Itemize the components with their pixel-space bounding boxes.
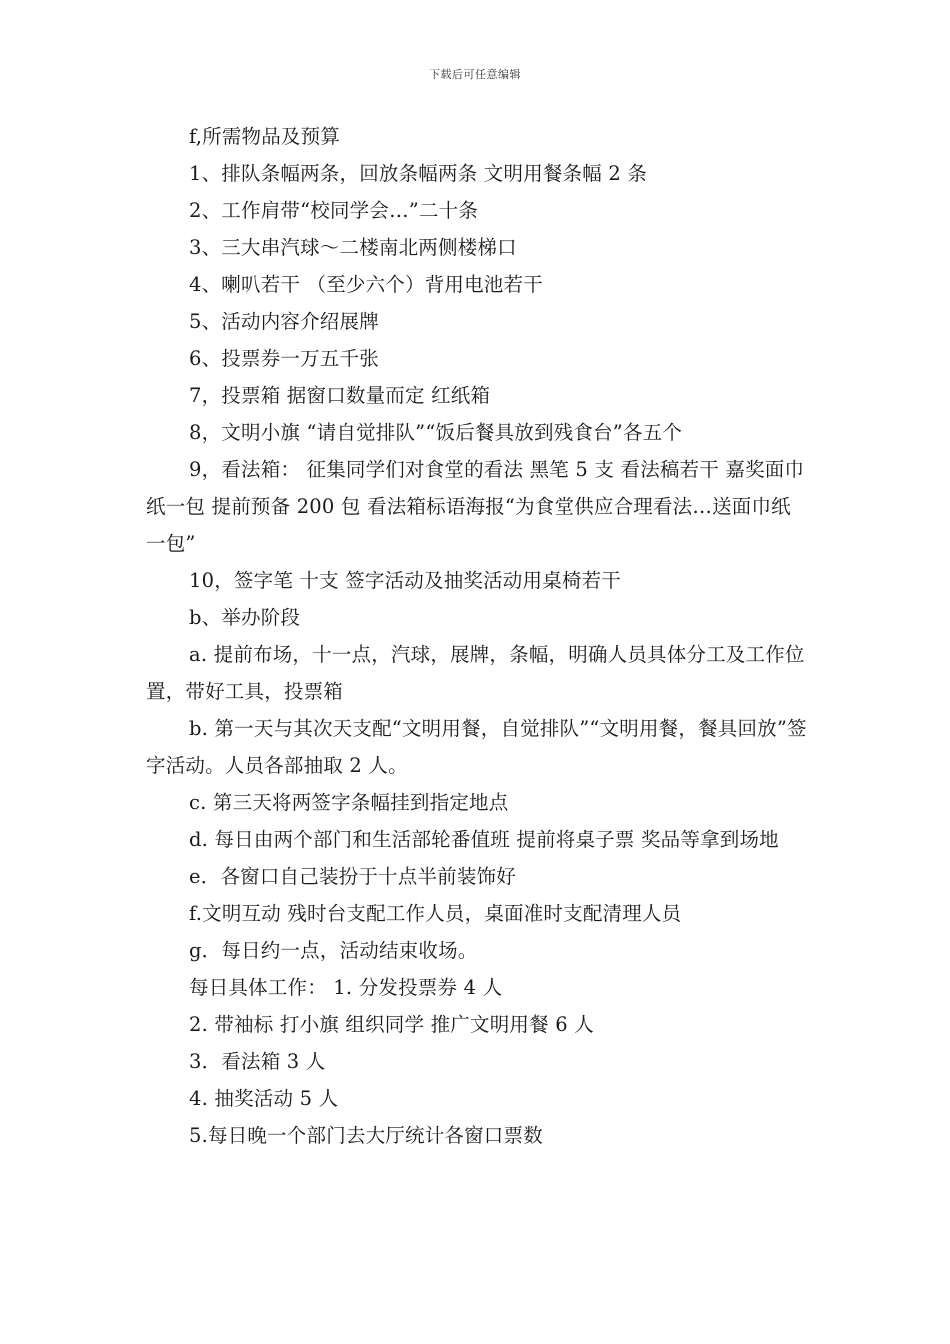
page-header: 下载后可任意编辑 bbox=[429, 68, 521, 81]
paragraph-item-5: 5、活动内容介绍展牌 bbox=[189, 310, 379, 333]
paragraph-item-4: 4、喇叭若干 （至少六个）背用电池若干 bbox=[189, 273, 543, 296]
paragraph-item-8: 8，文明小旗 “请自觉排队”“饭后餐具放到残食台”各五个 bbox=[189, 421, 683, 444]
paragraph-stage-b: b. 第一天与其次天支配“文明用餐，自觉排队”“文明用餐，餐具回放”签字活动。人员各部抽取 2 人。 bbox=[146, 717, 807, 777]
paragraph-stage-heading: b、举办阶段 bbox=[189, 606, 301, 629]
paragraph-item-2: 2、工作肩带“校同学会…”二十条 bbox=[189, 199, 479, 222]
paragraph-stage-f: f.文明互动 残时台支配工作人员，桌面准时支配清理人员 bbox=[189, 902, 682, 925]
paragraph-daily-work-4: 4. 抽奖活动 5 人 bbox=[189, 1087, 339, 1110]
paragraph-stage-g: g．每日约一点，活动结束收场。 bbox=[189, 939, 478, 962]
paragraph-item-7: 7，投票箱 据窗口数量而定 红纸箱 bbox=[189, 384, 491, 407]
paragraph-daily-work-3: 3．看法箱 3 人 bbox=[189, 1050, 326, 1073]
paragraph-stage-e: e．各窗口自己装扮于十点半前装饰好 bbox=[189, 865, 516, 888]
document-body bbox=[146, 118, 810, 1154]
paragraph-daily-work-5: 5.每日晚一个部门去大厅统计各窗口票数 bbox=[189, 1124, 543, 1147]
paragraph-item-3: 3、三大串汽球～二楼南北两侧楼梯口 bbox=[189, 236, 517, 259]
paragraph-item-1: 1、排队条幅两条，回放条幅两条 文明用餐条幅 2 条 bbox=[189, 162, 648, 185]
paragraph-item-10: 10，签字笔 十支 签字活动及抽奖活动用桌椅若干 bbox=[189, 569, 622, 592]
paragraph-item-6: 6、投票券一万五千张 bbox=[189, 347, 379, 370]
paragraph-daily-work: 每日具体工作： 1. 分发投票券 4 人 bbox=[189, 976, 503, 999]
paragraph-stage-a: a. 提前布场，十一点，汽球，展牌，条幅，明确人员具体分工及工作位置，带好工具，投票箱 bbox=[146, 643, 805, 703]
paragraph-item-9: 9，看法箱： 征集同学们对食堂的看法 黑笔 5 支 看法稿若干 嘉奖面巾纸一包 提前预备 200 包 看法箱标语海报“为食堂供应合理看法…送面巾纸一包” bbox=[146, 458, 805, 555]
paragraph-stage-d: d. 每日由两个部门和生活部轮番值班 提前将桌子票 奖品等拿到场地 bbox=[189, 828, 779, 851]
paragraph-daily-work-2: 2. 带袖标 打小旗 组织同学 推广文明用餐 6 人 bbox=[189, 1013, 594, 1036]
paragraph-stage-c: c. 第三天将两签字条幅挂到指定地点 bbox=[189, 791, 509, 814]
paragraph-items-heading: f,所需物品及预算 bbox=[189, 125, 341, 148]
